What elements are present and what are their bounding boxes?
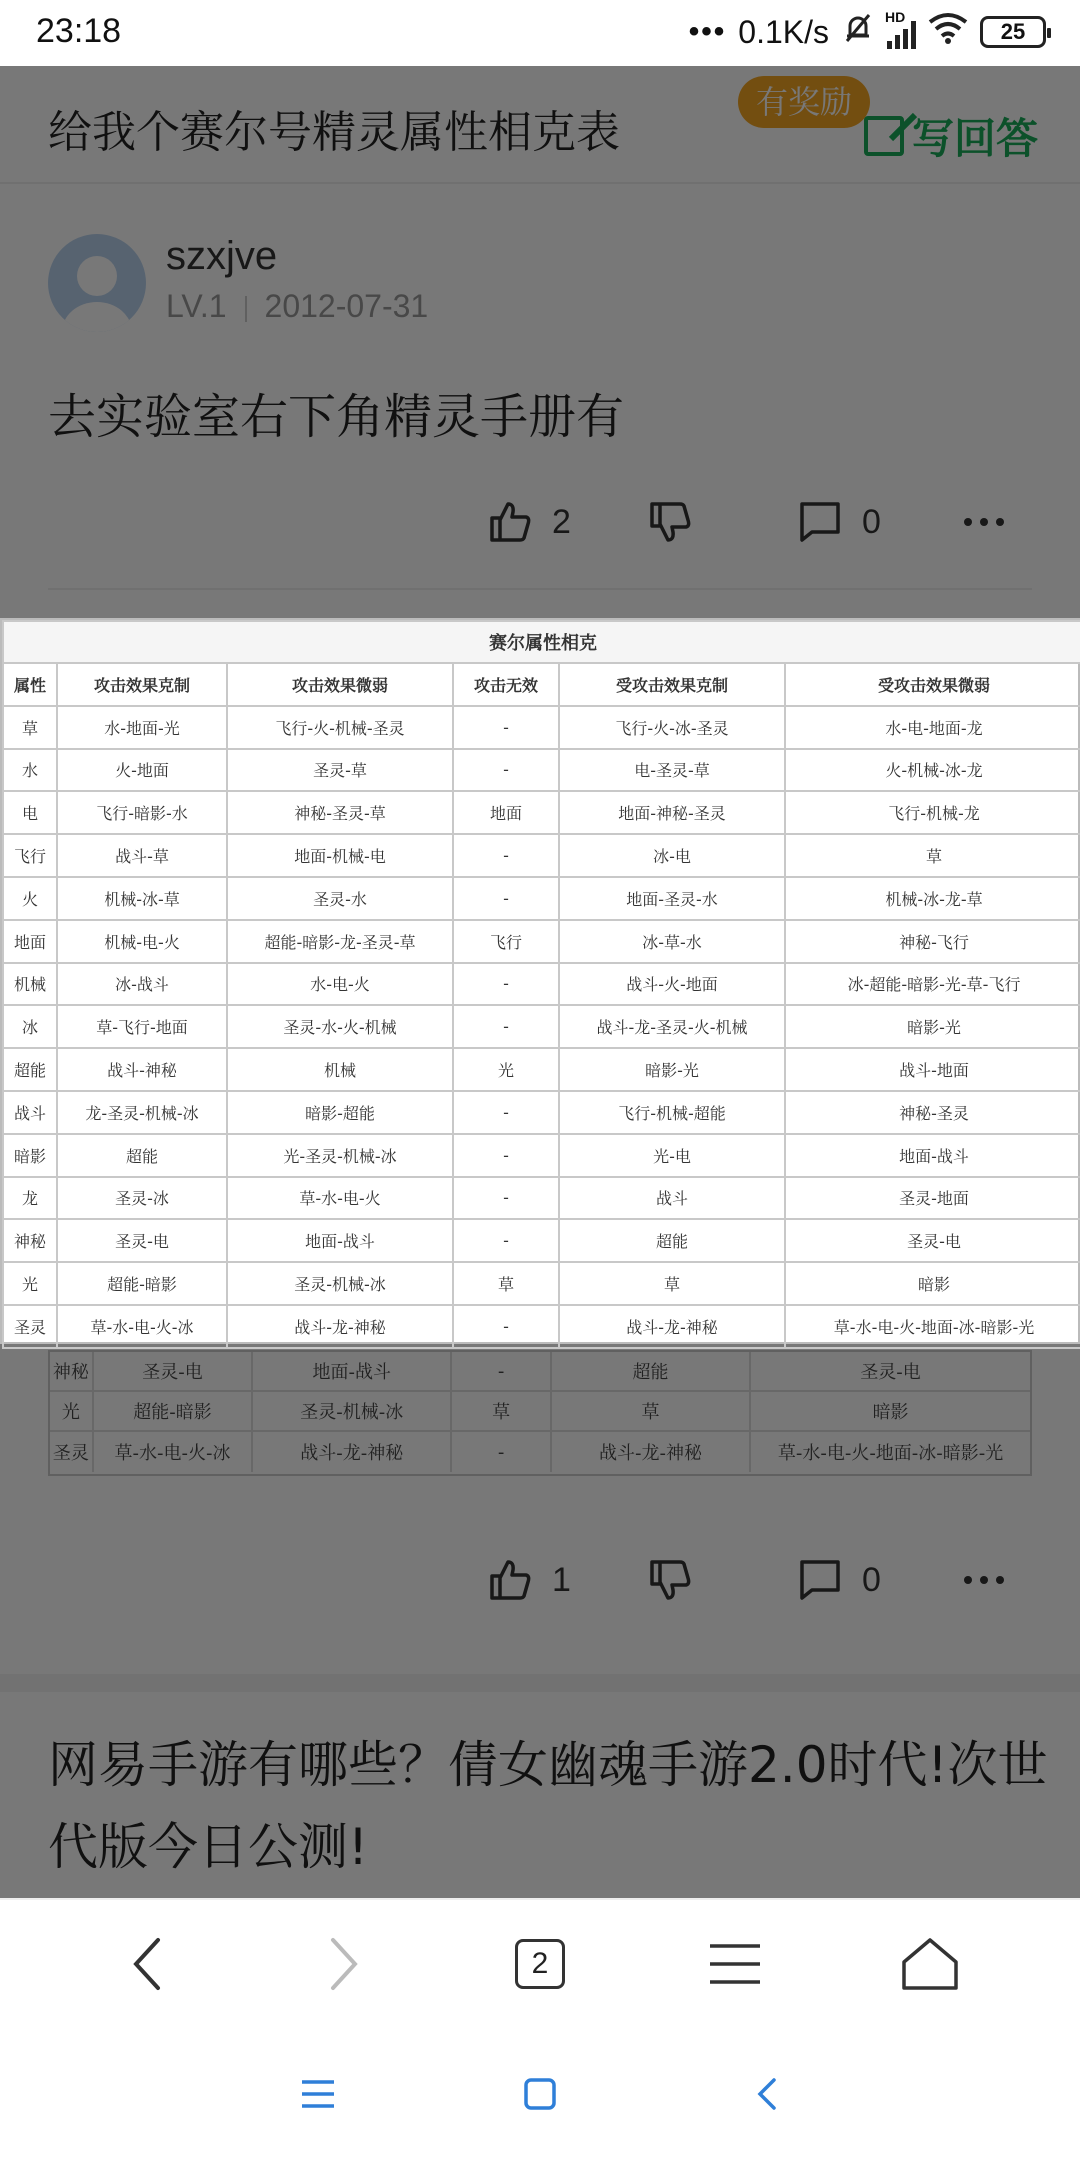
table-row bbox=[3, 1134, 1080, 1177]
table-row bbox=[3, 749, 1080, 792]
attribute-name-cell: 水 bbox=[3, 749, 57, 792]
column-header: 属性 bbox=[3, 663, 57, 706]
table-cell: - bbox=[453, 963, 559, 1006]
table-cell: - bbox=[453, 1305, 559, 1348]
table-cell: 草 bbox=[785, 834, 1080, 877]
attribute-name-cell: 圣灵 bbox=[3, 1305, 57, 1348]
battery-icon bbox=[980, 16, 1046, 48]
back-icon[interactable] bbox=[108, 1924, 188, 2004]
table-cell: 草-飞行-地面 bbox=[57, 1005, 227, 1048]
table-cell: 超能 bbox=[559, 1219, 785, 1262]
table-cell: 地面-战斗 bbox=[227, 1219, 453, 1262]
table-cell: 光-电 bbox=[559, 1134, 785, 1177]
attribute-name-cell: 机械 bbox=[3, 963, 57, 1006]
attribute-name-cell: 草 bbox=[3, 706, 57, 749]
table-cell: 战斗-草 bbox=[57, 834, 227, 877]
table-row bbox=[3, 1005, 1080, 1048]
attribute-name-cell: 火 bbox=[3, 877, 57, 920]
table-cell: - bbox=[453, 834, 559, 877]
table-cell: 地面-圣灵-水 bbox=[559, 877, 785, 920]
table-cell: 战斗-地面 bbox=[785, 1048, 1080, 1091]
table-cell: 超能-暗影-龙-圣灵-草 bbox=[227, 920, 453, 963]
table-cell: 冰-战斗 bbox=[57, 963, 227, 1006]
table-cell: 圣灵-地面 bbox=[785, 1177, 1080, 1220]
table-cell: 地面-神秘-圣灵 bbox=[559, 791, 785, 834]
table-cell: 飞行-机械-超能 bbox=[559, 1091, 785, 1134]
forward-icon[interactable] bbox=[303, 1924, 383, 2004]
table-cell: 飞行-暗影-水 bbox=[57, 791, 227, 834]
table-cell: 飞行-机械-龙 bbox=[785, 791, 1080, 834]
network-speed: 0.1K/s bbox=[738, 13, 829, 50]
attribute-name-cell: 冰 bbox=[3, 1005, 57, 1048]
table-cell: 圣灵-冰 bbox=[57, 1177, 227, 1220]
hd-label: HD bbox=[885, 9, 906, 25]
table-cell: 圣灵-电 bbox=[57, 1219, 227, 1262]
mute-icon bbox=[841, 11, 875, 53]
table-cell: - bbox=[453, 706, 559, 749]
status-icons bbox=[688, 9, 1046, 50]
signal-icon bbox=[885, 9, 916, 49]
table-cell: 圣灵-草 bbox=[227, 749, 453, 792]
column-header: 攻击效果微弱 bbox=[227, 663, 453, 706]
table-cell: 战斗-龙-神秘 bbox=[559, 1305, 785, 1348]
column-header: 受攻击效果微弱 bbox=[785, 663, 1080, 706]
table-row bbox=[3, 963, 1080, 1006]
table-cell: 机械-电-火 bbox=[57, 920, 227, 963]
table-row bbox=[3, 1048, 1080, 1091]
table-cell: 飞行-火-机械-圣灵 bbox=[227, 706, 453, 749]
table-cell: 超能 bbox=[57, 1134, 227, 1177]
table-cell: 火-地面 bbox=[57, 749, 227, 792]
column-header: 攻击无效 bbox=[453, 663, 559, 706]
table-cell: 暗影 bbox=[785, 1262, 1080, 1305]
table-cell: 神秘-圣灵 bbox=[785, 1091, 1080, 1134]
table-cell: - bbox=[453, 877, 559, 920]
wifi-icon bbox=[928, 12, 968, 52]
recents-icon[interactable] bbox=[296, 2072, 340, 2116]
table-row bbox=[3, 1219, 1080, 1262]
table-cell: 神秘-飞行 bbox=[785, 920, 1080, 963]
table-cell: 暗影-超能 bbox=[227, 1091, 453, 1134]
table-cell: 飞行 bbox=[453, 920, 559, 963]
table-cell: 机械 bbox=[227, 1048, 453, 1091]
status-bar bbox=[0, 0, 1080, 66]
table-cell: - bbox=[453, 1219, 559, 1262]
table-cell: 战斗-龙-圣灵-火-机械 bbox=[559, 1005, 785, 1048]
tabs-icon[interactable] bbox=[500, 1924, 580, 2004]
table-cell: 地面-机械-电 bbox=[227, 834, 453, 877]
table-cell: 战斗 bbox=[559, 1177, 785, 1220]
table-cell: 草-水-电-火-冰 bbox=[57, 1305, 227, 1348]
table-cell: 草-水-电-火 bbox=[227, 1177, 453, 1220]
system-nav-bar bbox=[0, 2028, 1080, 2160]
table-cell: 地面 bbox=[453, 791, 559, 834]
table-cell: 机械-冰-龙-草 bbox=[785, 877, 1080, 920]
back-button-icon[interactable] bbox=[746, 2072, 790, 2116]
table-row bbox=[3, 1305, 1080, 1348]
table-cell: 草 bbox=[559, 1262, 785, 1305]
status-time: 23:18 bbox=[36, 12, 122, 50]
table-cell: - bbox=[453, 749, 559, 792]
attribute-table bbox=[2, 620, 1080, 1349]
table-cell: 火-机械-冰-龙 bbox=[785, 749, 1080, 792]
table-cell: 神秘-圣灵-草 bbox=[227, 791, 453, 834]
attribute-name-cell: 超能 bbox=[3, 1048, 57, 1091]
table-caption-row bbox=[3, 621, 1080, 663]
table-cell: 地面-战斗 bbox=[785, 1134, 1080, 1177]
signal-dots: ••• bbox=[688, 15, 727, 48]
attribute-name-cell: 龙 bbox=[3, 1177, 57, 1220]
tab-count: 2 bbox=[515, 1939, 565, 1989]
table-cell: 水-电-火 bbox=[227, 963, 453, 1006]
table-row bbox=[3, 706, 1080, 749]
attribute-name-cell: 光 bbox=[3, 1262, 57, 1305]
table-cell: - bbox=[453, 1091, 559, 1134]
menu-icon[interactable] bbox=[695, 1924, 775, 2004]
table-cell: 水-地面-光 bbox=[57, 706, 227, 749]
attribute-name-cell: 神秘 bbox=[3, 1219, 57, 1262]
table-cell: 暗影-光 bbox=[785, 1005, 1080, 1048]
attribute-name-cell: 电 bbox=[3, 791, 57, 834]
home-icon[interactable] bbox=[890, 1924, 970, 2004]
table-cell: 草-水-电-火-地面-冰-暗影-光 bbox=[785, 1305, 1080, 1348]
table-cell: - bbox=[453, 1134, 559, 1177]
attribute-name-cell: 飞行 bbox=[3, 834, 57, 877]
home-button-icon[interactable] bbox=[518, 2072, 562, 2116]
table-cell: 光-圣灵-机械-冰 bbox=[227, 1134, 453, 1177]
table-cell: 圣灵-机械-冰 bbox=[227, 1262, 453, 1305]
table-cell: 超能-暗影 bbox=[57, 1262, 227, 1305]
column-header: 攻击效果克制 bbox=[57, 663, 227, 706]
table-cell: 草 bbox=[453, 1262, 559, 1305]
attribute-name-cell: 战斗 bbox=[3, 1091, 57, 1134]
table-cell: 光 bbox=[453, 1048, 559, 1091]
table-row bbox=[3, 920, 1080, 963]
table-cell: 冰-超能-暗影-光-草-飞行 bbox=[785, 963, 1080, 1006]
table-cell: - bbox=[453, 1005, 559, 1048]
table-cell: 龙-圣灵-机械-冰 bbox=[57, 1091, 227, 1134]
table-cell: 暗影-光 bbox=[559, 1048, 785, 1091]
table-cell: 战斗-龙-神秘 bbox=[227, 1305, 453, 1348]
attribute-table-image[interactable] bbox=[0, 618, 1080, 1344]
table-cell: 电-圣灵-草 bbox=[559, 749, 785, 792]
table-row bbox=[3, 791, 1080, 834]
table-cell: 圣灵-水-火-机械 bbox=[227, 1005, 453, 1048]
table-cell: 冰-草-水 bbox=[559, 920, 785, 963]
table-header-row bbox=[3, 663, 1080, 706]
table-caption: 赛尔属性相克 bbox=[3, 621, 1080, 663]
table-cell: 飞行-火-冰-圣灵 bbox=[559, 706, 785, 749]
table-cell: 水-电-地面-龙 bbox=[785, 706, 1080, 749]
table-cell: 机械-冰-草 bbox=[57, 877, 227, 920]
table-row bbox=[3, 877, 1080, 920]
table-body bbox=[3, 706, 1080, 1348]
browser-bottom-nav bbox=[0, 1898, 1080, 2028]
table-row bbox=[3, 834, 1080, 877]
battery-level: 25 bbox=[1000, 19, 1026, 44]
table-row bbox=[3, 1177, 1080, 1220]
attribute-name-cell: 暗影 bbox=[3, 1134, 57, 1177]
table-cell: 战斗-神秘 bbox=[57, 1048, 227, 1091]
column-header: 受攻击效果克制 bbox=[559, 663, 785, 706]
table-cell: 圣灵-电 bbox=[785, 1219, 1080, 1262]
table-cell: 圣灵-水 bbox=[227, 877, 453, 920]
table-cell: 战斗-火-地面 bbox=[559, 963, 785, 1006]
table-cell: - bbox=[453, 1177, 559, 1220]
attribute-name-cell: 地面 bbox=[3, 920, 57, 963]
table-cell: 冰-电 bbox=[559, 834, 785, 877]
table-row bbox=[3, 1262, 1080, 1305]
table-row bbox=[3, 1091, 1080, 1134]
